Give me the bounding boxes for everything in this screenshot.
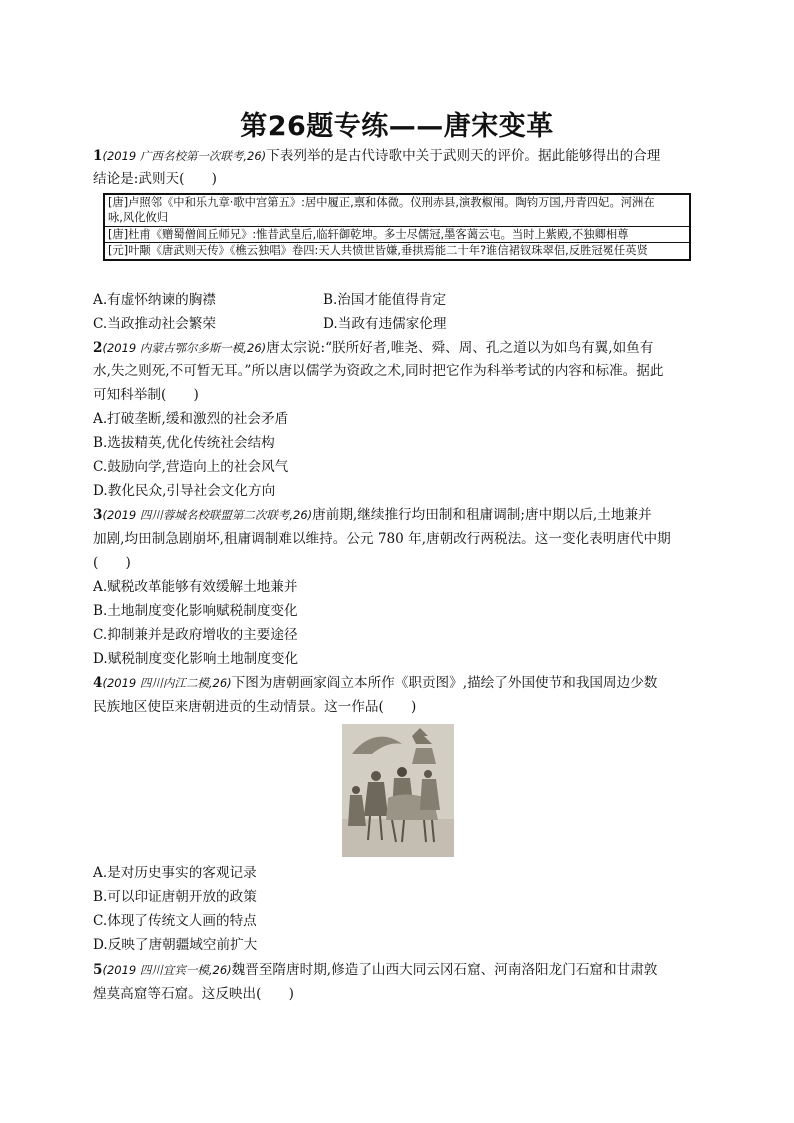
q2-stem-line3: 可知科举制( ) (93, 387, 199, 403)
q2-option-c[interactable]: C.鼓励向学,营造向上的社会风气 (93, 459, 289, 475)
q1-table-row-1: [唐]卢照邻《中和乐九章·歌中宫第五》:居中履正,禀和体微。仪刑赤县,演教椒闱。陶钧万国,丹青四妃。河洲在 (108, 196, 655, 209)
q3-stem-line3: ( ) (93, 555, 131, 571)
q4-option-c[interactable]: C.体现了传统文人画的特点 (93, 913, 257, 929)
q3-number: 3 (93, 507, 103, 523)
q3-stem-line2: 加剧,均田制急剧崩坏,租庸调制难以维持。公元 780 年,唐朝改行两税法。这一变化表明唐代中期 (93, 531, 671, 547)
q2-stem-line1 (93, 338, 653, 358)
q2-option-b[interactable]: B.选拔精英,优化传统社会结构 (93, 435, 275, 451)
q5-source: (2019 四川宜宾一模,26) (102, 963, 232, 977)
q5-number: 5 (93, 962, 103, 978)
q5-text-1: 魏晋至隋唐时期,修造了山西大同云冈石窟、河南洛阳龙门石窟和甘肃敦 (231, 962, 658, 978)
q2-option-d[interactable]: D.教化民众,引导社会文化方向 (93, 483, 276, 499)
q2-text-1: 唐太宗说:“朕所好者,唯尧、舜、周、孔之道以为如鸟有翼,如鱼有 (266, 340, 654, 356)
q1-source: (2019 广西名校第一次联考,26) (102, 149, 267, 163)
q4-option-a[interactable]: A.是对历史事实的客观记录 (93, 865, 257, 881)
q1-option-a[interactable]: A.有虚怀纳谏的胸襟 (93, 292, 216, 308)
q3-stem-line1 (93, 505, 652, 525)
painting-illustration (342, 724, 454, 857)
q4-option-d[interactable]: D.反映了唐朝疆域空前扩大 (93, 937, 258, 953)
q1-stem-line2: 结论是:武则天( ) (93, 171, 217, 187)
q2-source: (2019 内蒙古鄂尔多斯一模,26) (102, 341, 267, 355)
q1-stem-line1 (93, 146, 660, 166)
q2-number: 2 (93, 340, 103, 356)
q1-table-row-2: [唐]杜甫《赠蜀僧闾丘师兄》:惟昔武皇后,临轩御乾坤。多士尽儒冠,墨客蔼云屯。当时上紫殿,不独卿相尊 (105, 226, 689, 242)
q4-text-1: 下图为唐朝画家阎立本所作《职贡图》,描绘了外国使节和我国周边少数 (231, 675, 658, 691)
q1-option-d[interactable]: D.当政有违儒家伦理 (323, 316, 447, 332)
q3-option-d[interactable]: D.赋税制度变化影响土地制度变化 (93, 651, 299, 667)
q1-table-row-1-cont: 咏,风化攸归 (108, 211, 169, 224)
q4-stem-line2: 民族地区使臣来唐朝进贡的生动情景。这一作品( ) (93, 699, 417, 715)
q3-option-a[interactable]: A.赋税改革能够有效缓解土地兼并 (93, 579, 298, 595)
q1-number: 1 (93, 148, 103, 164)
q1-option-b[interactable]: B.治国才能值得肯定 (323, 292, 447, 308)
q3-option-c[interactable]: C.抑制兼并是政府增收的主要途径 (93, 627, 298, 643)
q4-source: (2019 四川内江二模,26) (102, 676, 232, 690)
q3-option-b[interactable]: B.土地制度变化影响赋税制度变化 (93, 603, 298, 619)
q5-stem-line1 (93, 960, 657, 980)
q4-stem-line1 (93, 673, 657, 693)
q1-quote-table (103, 193, 691, 261)
q2-option-a[interactable]: A.打破垄断,缓和激烈的社会矛盾 (93, 411, 289, 427)
q2-stem-line2: 水,失之则死,不可暂无耳。”所以唐以儒学为资政之术,同时把它作为科举考试的内容和标准。据此 (93, 363, 664, 379)
q4-number: 4 (93, 675, 103, 691)
q5-stem-line2: 煌莫高窟等石窟。这反映出( ) (93, 986, 294, 1002)
q1-table-row-3: [元]叶颙《唐武则天传》《樵云独唱》卷四:天人共愤世皆嫌,垂拱焉能二十年?谁信裙钗珠翠侣,反胜冠冕任英贤 (105, 242, 689, 258)
q1-text-1: 下表列举的是古代诗歌中关于武则天的评价。据此能够得出的合理 (266, 148, 661, 164)
q4-option-b[interactable]: B.可以印证唐朝开放的政策 (93, 889, 257, 905)
page-title: 第26题专练——唐宋变革 (240, 111, 554, 142)
q3-text-1: 唐前期,继续推行均田制和租庸调制;唐中期以后,土地兼并 (312, 507, 652, 523)
q1-option-c[interactable]: C.当政推动社会繁荣 (93, 316, 216, 332)
q3-source: (2019 四川蓉城名校联盟第二次联考,26) (102, 508, 313, 522)
tribute-painting-image (342, 724, 454, 857)
